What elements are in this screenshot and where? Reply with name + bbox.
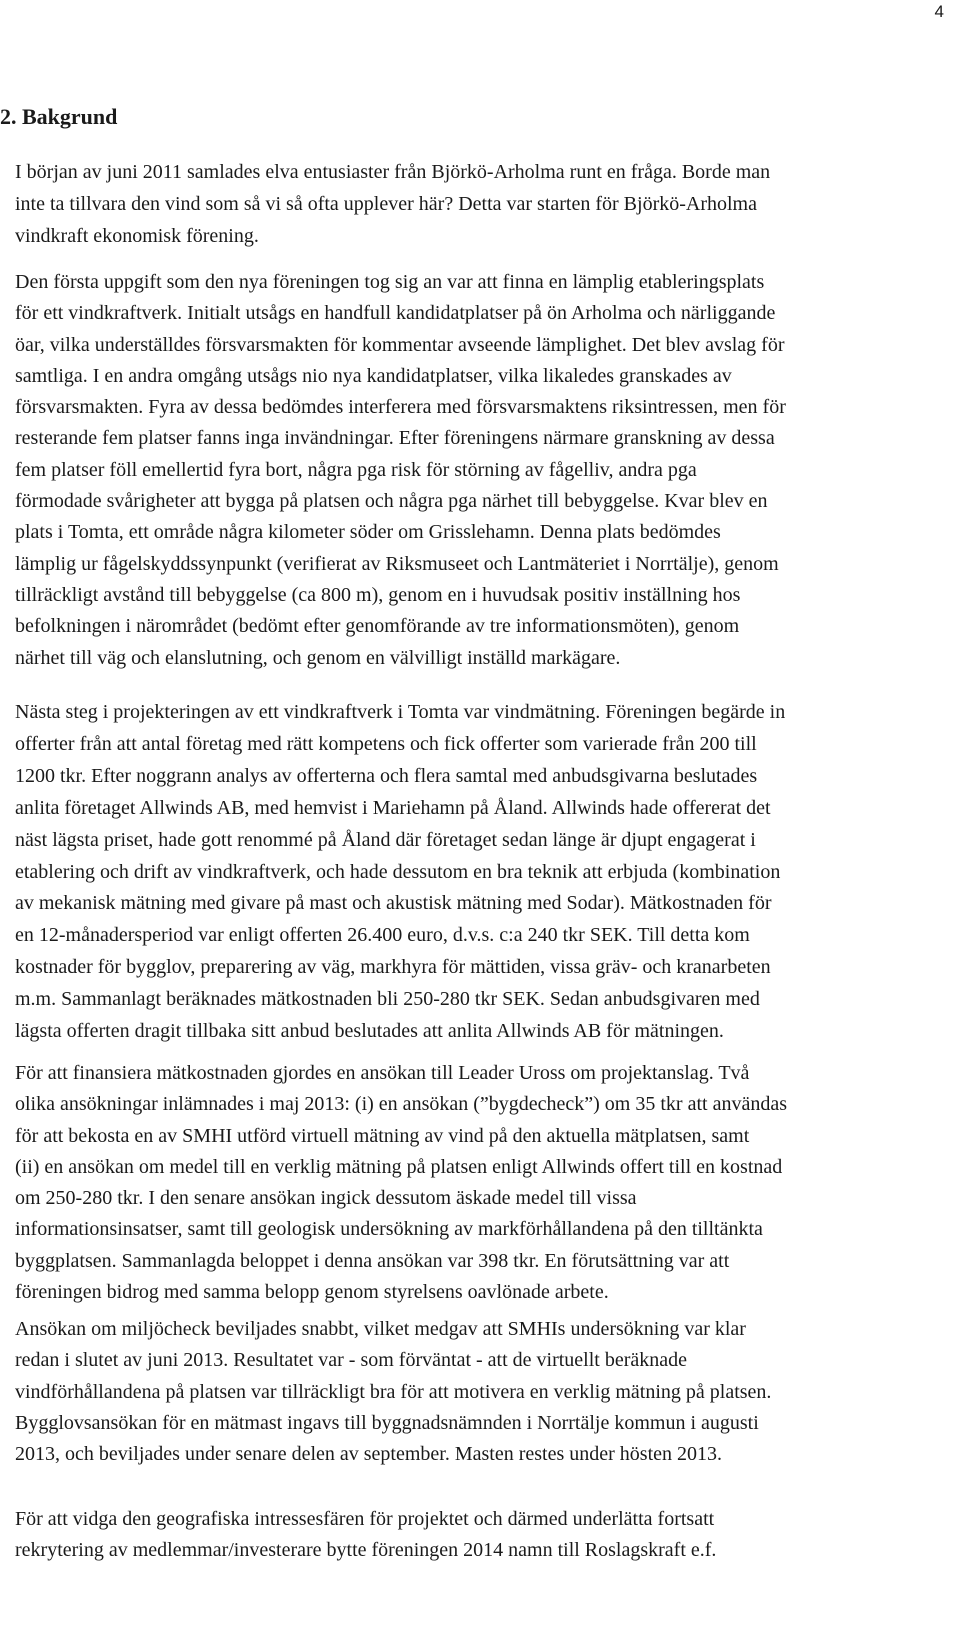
text-line: näst lägsta priset, hade gott renommé på Åland där företaget sedan länge är djupt engagerat i: [15, 828, 756, 851]
paragraph: [15, 1314, 771, 1470]
text-line: 1200 tkr. Efter noggrann analys av offerterna och flera samtal med anbudsgivarna beslutades: [15, 764, 758, 787]
text-line: redan i slutet av juni 2013. Resultatet var - som förväntat - att de virtuellt beräknade: [15, 1349, 688, 1372]
text-line: plats i Tomta, ett område några kilometer söder om Grisslehamn. Denna plats bedömdes: [15, 521, 721, 544]
text-line: rekrytering av medlemmar/investerare bytte föreningen 2014 namn till Roslagskraft e.f.: [15, 1539, 717, 1562]
text-line: för att bekosta en av SMHI utförd virtuell mätning av vind på den aktuella mätplatsen, samt: [15, 1124, 750, 1147]
text-line: befolkningen i närområdet (bedömt efter genomförande av tre informationsmöten), genom: [15, 615, 740, 638]
text-line: förmodade svårigheter att bygga på platsen och några pga närhet till bebyggelse. Kvar blev en: [15, 490, 768, 513]
text-line: lämplig ur fågelskyddssynpunkt (verifierat av Riksmuseet och Lantmäteriet i Norrtälje), genom: [15, 552, 779, 575]
text-line: Bygglovsansökan för en mätmast ingavs till byggnadsnämnden i Norrtälje kommun i augusti: [15, 1411, 759, 1434]
text-line: om 250-280 tkr. I den senare ansökan ingick dessutom äskade medel till vissa: [15, 1187, 637, 1210]
text-line: öar, vilka underställdes försvarsmakten för kommentar avseende lämplighet. Det blev avslag för: [15, 333, 785, 356]
text-line: Ansökan om miljöcheck beviljades snabbt, vilket medgav att SMHIs undersökning var klar: [15, 1318, 746, 1340]
text-line: (ii) en ansökan om medel till en verklig mätning på platsen enligt Allwinds offert till en kostnad: [15, 1155, 783, 1178]
text-line: anlita företaget Allwinds AB, med hemvist i Mariehamn på Åland. Allwinds hade offererat det: [15, 796, 771, 819]
text-line: kostnader för bygglov, preparering av väg, markhyra för mättiden, vissa gräv- och kranarbeten: [15, 956, 771, 979]
paragraph: [15, 1504, 716, 1567]
text-line: vindförhållandena på platsen var tillräckligt bra för att motivera en verklig mätning på platsen.: [15, 1380, 772, 1403]
text-line: byggplatsen. Sammanlagda beloppet i denna ansökan var 398 tkr. En förutsättning var att: [15, 1249, 730, 1272]
paragraph: [15, 1058, 787, 1308]
text-line: olika ansökningar inlämnades i maj 2013: (i) en ansökan (”bygdecheck”) om 35 tkr att användas: [15, 1093, 787, 1116]
paragraph: [15, 267, 786, 674]
text-line: m.m. Sammanlagt beräknades mätkostnaden bli 250-280 tkr SEK. Sedan anbudsgivaren med: [15, 988, 760, 1011]
text-line: Den första uppgift som den nya föreningen tog sig an var att finna en lämplig etableringsplats: [15, 271, 765, 293]
text-line: resterande fem platser fanns inga invändningar. Efter föreningens närmare granskning av dessa: [15, 427, 775, 450]
text-line: inte ta tillvara den vind som så vi så ofta upplever här? Detta var starten för Björkö-Arholma: [15, 193, 757, 215]
text-line: för ett vindkraftverk. Initialt utsågs en handfull kandidatplatser på ön Arholma och närliggande: [15, 302, 776, 325]
text-line: tillräckligt avstånd till bebyggelse (ca 800 m), genom en i huvudsak positiv inställning hos: [15, 583, 741, 606]
text-line: I början av juni 2011 samlades elva entusiaster från Björkö-Arholma runt en fråga. Borde man: [15, 161, 771, 183]
text-line: närhet till väg och elanslutning, och genom en välvilligt inställd markägare.: [15, 646, 621, 669]
text-line: en 12-månadersperiod var enligt offerten 26.400 euro, d.v.s. c:a 240 tkr SEK. Till detta kom: [15, 924, 750, 947]
text-line: vindkraft ekonomisk förening.: [15, 225, 259, 247]
text-line: samtliga. I en andra omgång utsågs nio nya kandidatplatser, vilka likaledes granskades av: [15, 364, 732, 387]
text-line: offerter från att antal företag med rätt kompetens och fick offerter som varierade från 200 till: [15, 732, 757, 755]
text-line: föreningen bidrog med samma belopp genom styrelsens oavlönade arbete.: [15, 1281, 609, 1304]
text-line: För att finansiera mätkostnaden gjordes en ansökan till Leader Uross om projektanslag. Två: [15, 1062, 750, 1084]
text-line: lägsta offerten dragit tillbaka sitt anbud beslutades att anlita Allwinds AB för mätningen.: [15, 1020, 724, 1043]
section-heading: 2. Bakgrund: [0, 104, 118, 129]
page-number: 4: [934, 2, 944, 21]
text-line: 2013, och beviljades under senare delen av september. Masten restes under hösten 2013.: [15, 1443, 723, 1466]
text-line: Nästa steg i projekteringen av ett vindkraftverk i Tomta var vindmätning. Föreningen begärde in: [15, 701, 786, 723]
text-line: För att vidga den geografiska intressesfären för projektet och därmed underlätta fortsatt: [15, 1508, 715, 1530]
text-line: informationsinsatser, samt till geologisk undersökning av markförhållandena på den tilltänkta: [15, 1218, 763, 1241]
text-line: av mekanisk mätning med givare på mast och akustisk mätning med Sodar). Mätkostnaden för: [15, 892, 772, 915]
paragraph: [15, 697, 785, 1048]
text-line: etablering och drift av vindkraftverk, och hade dessutom en bra teknik att erbjuda (kombination: [15, 860, 781, 883]
text-line: försvarsmakten. Fyra av dessa bedömdes interferera med försvarsmaktens riksintressen, men för: [15, 396, 786, 419]
text-line: fem platser föll emellertid fyra bort, några pga risk för störning av fågelliv, andra pga: [15, 458, 697, 481]
paragraph: [15, 156, 770, 252]
